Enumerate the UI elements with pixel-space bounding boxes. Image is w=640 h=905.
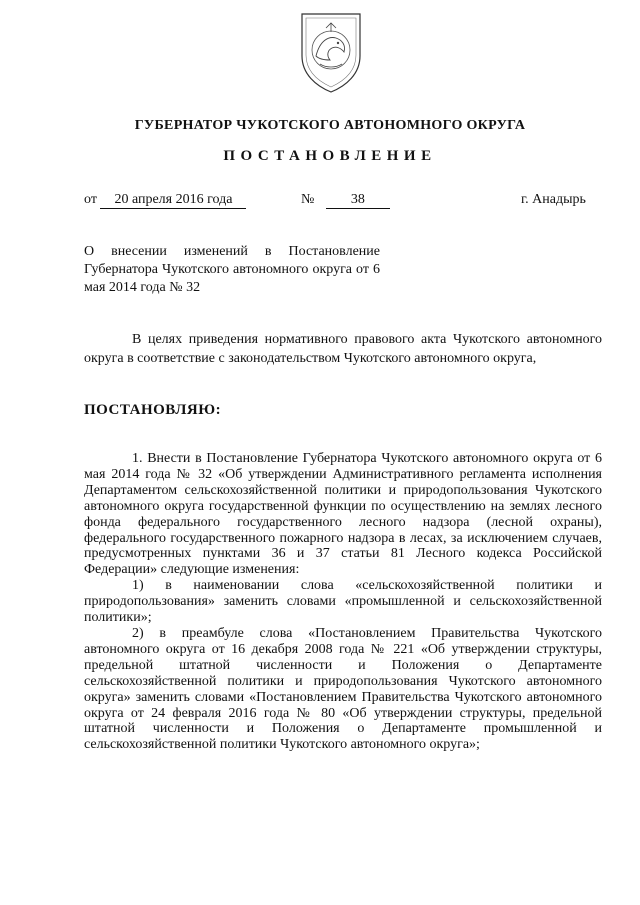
preamble: В целях приведения нормативного правового акта Чукотского автономного округа в соответствие с законодательством Чукотского автономного округа, (84, 332, 602, 366)
document-number: 38 (326, 192, 390, 209)
document-place: г. Анадырь (521, 192, 586, 207)
document-date: 20 апреля 2016 года (100, 192, 246, 209)
number-sign: № (301, 192, 315, 207)
document-subject: О внесении изменений в Постановление Губернатора Чукотского автономного округа от 6 мая 2014 года № 32 (84, 244, 380, 295)
number-line (301, 192, 390, 209)
issuing-authority: ГУБЕРНАТОР ЧУКОТСКОГО АВТОНОМНОГО ОКРУГА (134, 118, 526, 133)
document-type: ПОСТАНОВЛЕНИЕ (223, 148, 437, 164)
resolve-word: ПОСТАНОВЛЯЮ: (84, 402, 222, 418)
date-line (84, 192, 246, 209)
paragraph-1-2: 2) в преамбуле слова «Постановлением Правительства Чукотского автономного округа от 16 декабря 2008 года № 221 «Об утверждении структуры, предельной штатной численности и Положения о Департаменте сельскохозяйственной политики и природопользования Чукотского автономного округа» заменить словами «Постановлением Правительства Чукотского автономного округа от 24 февраля 2016 года № 80 «Об утверждении структуры, предельной штатной численности и Положения о Департаменте промышленной и сельскохозяйственной политики Чукотского автономного округа»; (84, 625, 602, 753)
paragraph-1-1: 1) в наименовании слова «сельскохозяйственной политики и природопользования» заменить словами «промышленной и сельскохозяйственной политики»; (84, 578, 602, 626)
coat-of-arms-emblem (296, 10, 366, 94)
paragraph-1: 1. Внести в Постановление Губернатора Чукотского автономного округа от 6 мая 2014 года № 32 «Об утверждении Административного регламента исполнения Департаментом сельскохозяйственной политики и природопользования Чукотского автономного округа государственной функции по осуществлению на землях лесного фонда федерального государственного лесного надзора (лесной охраны), федерального государственного пожарного надзора в лесах, за исключением случаев, предусмотренных пунктами 36 и 37 статьи 81 Лесного кодекса Российской Федерации» следующие изменения: (84, 451, 602, 578)
document-body (84, 451, 602, 753)
date-prefix: от (84, 192, 97, 207)
